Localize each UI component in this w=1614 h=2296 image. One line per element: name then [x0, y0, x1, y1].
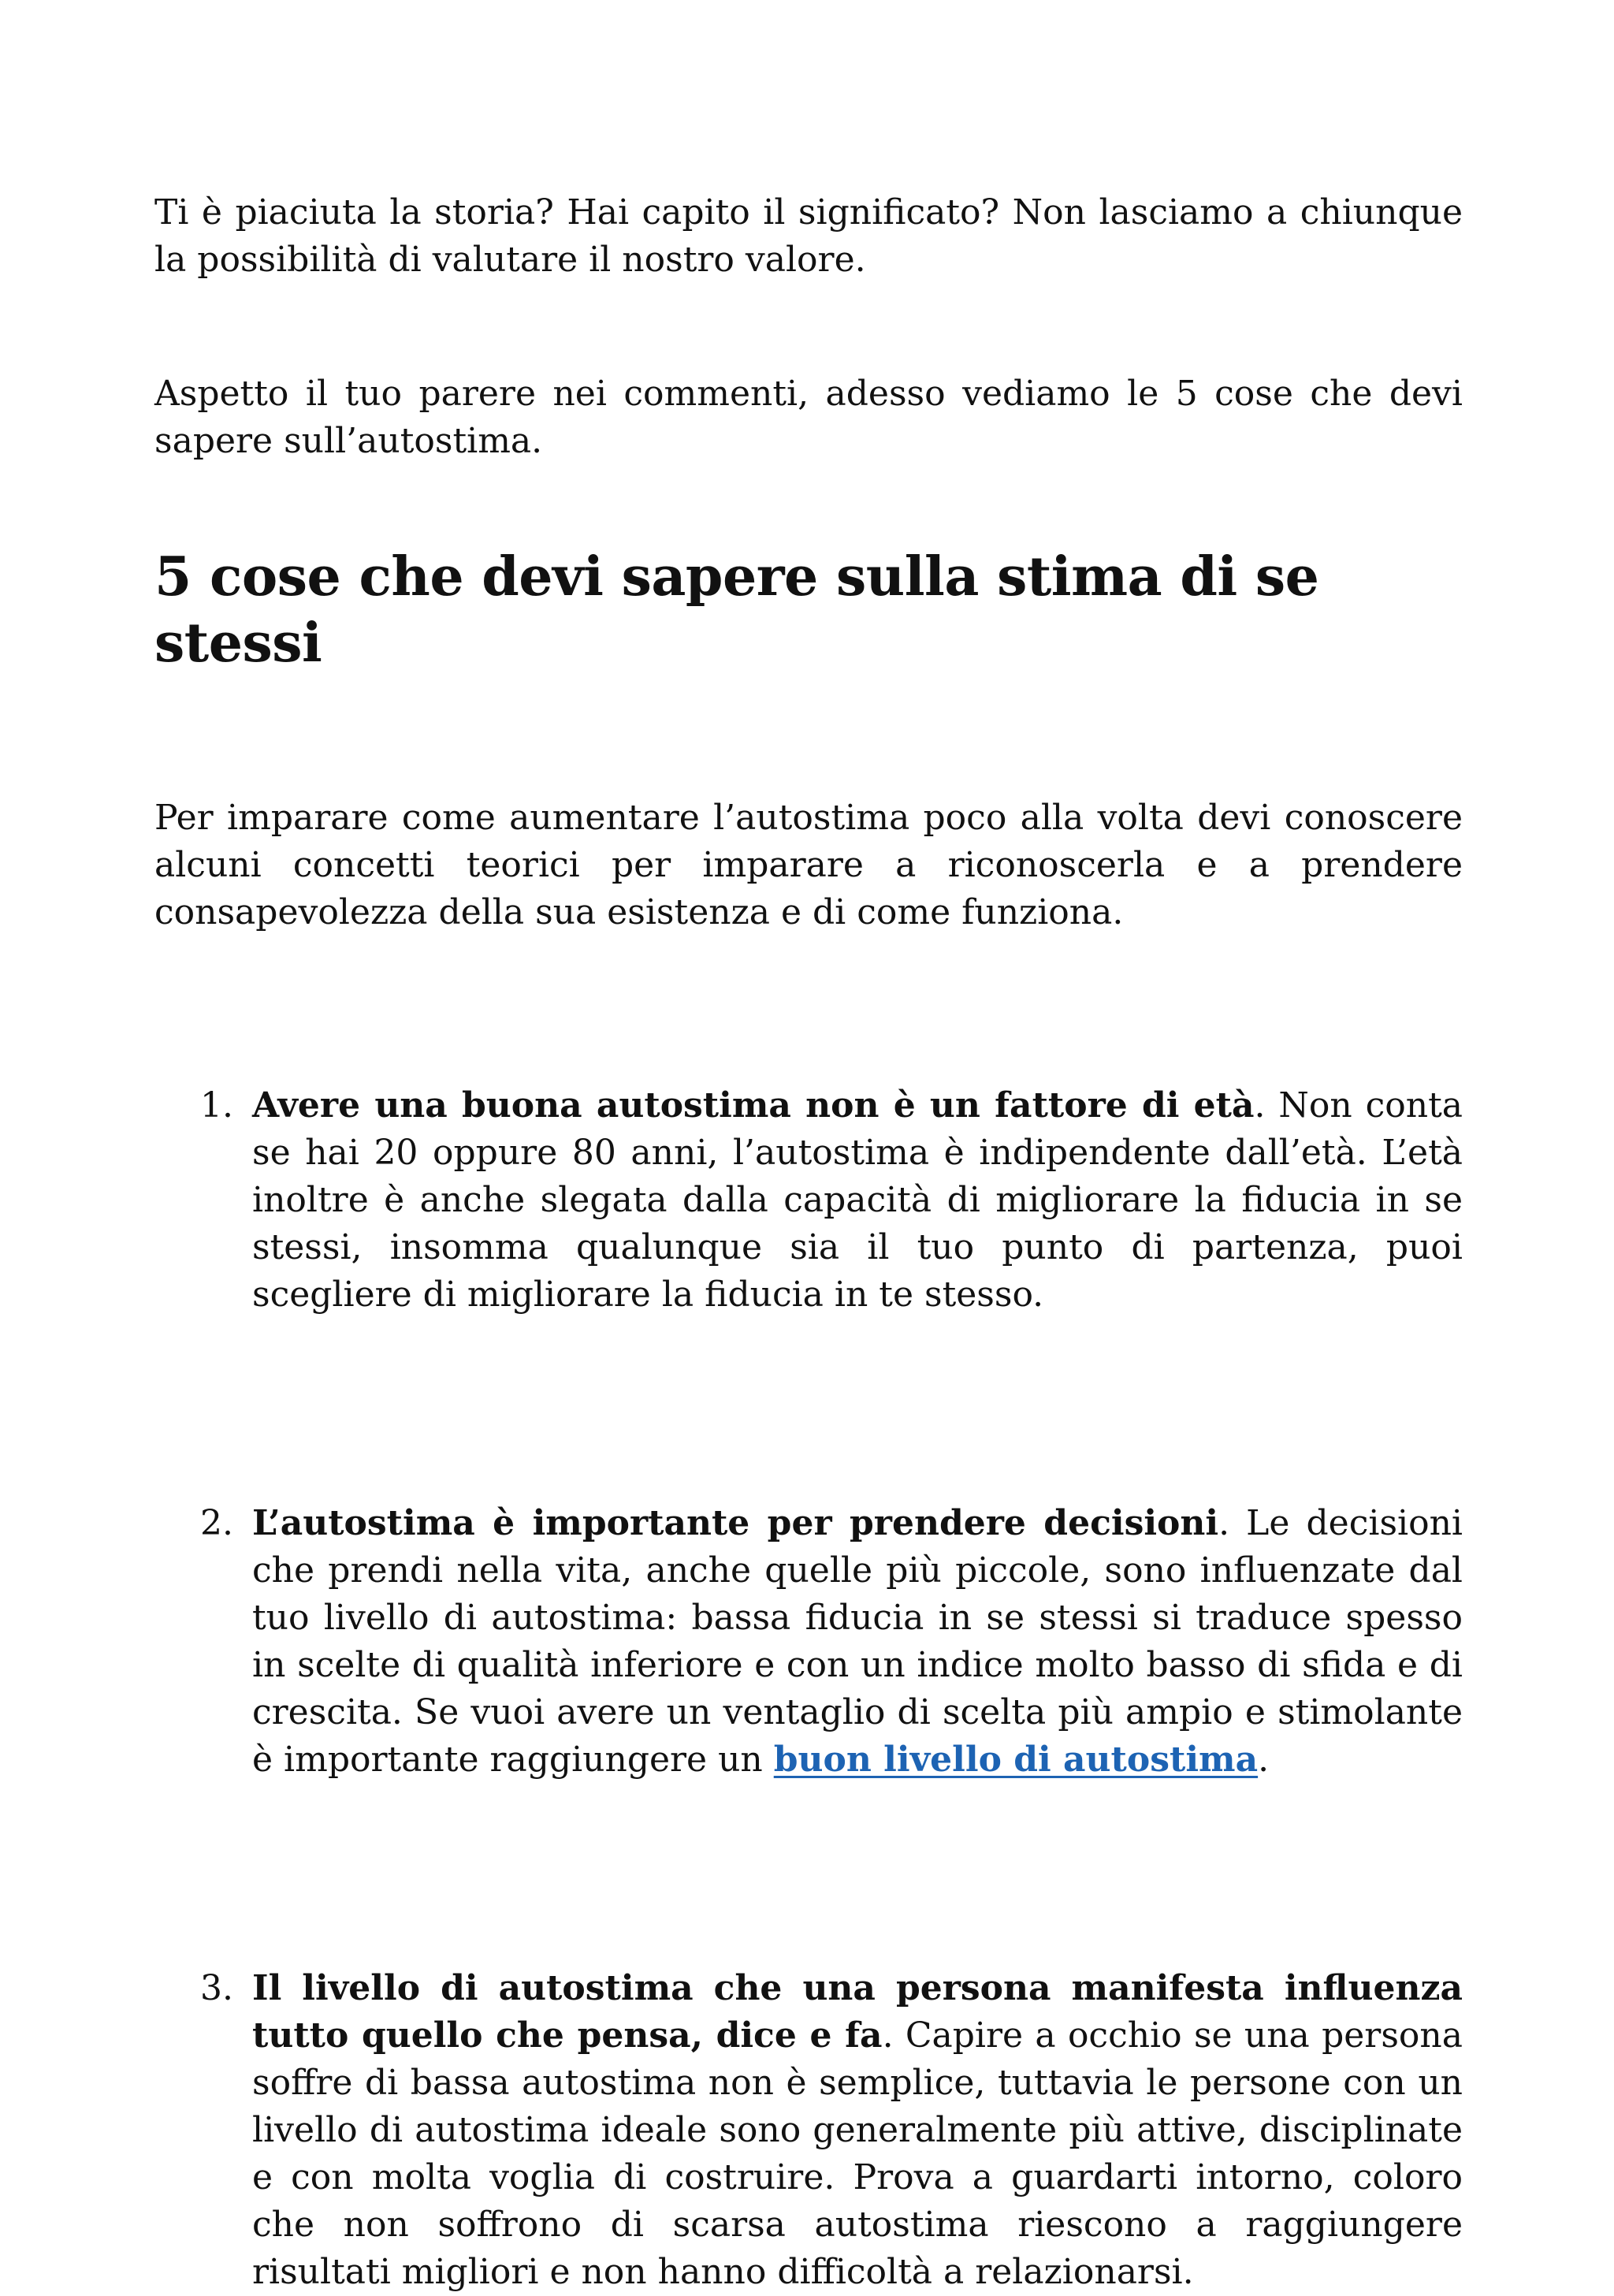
list-item-number: 1.: [200, 1085, 233, 1126]
list-item-text: . Capire a occhio se una persona soffre di bassa autostima non è semplice, tuttavia le persone con un livello di autostima ideale sono generalmente più attive, disciplinate e con molta voglia di costruire. Prova a guardarti intorno, coloro che non soffrono di scarsa autostima riescono a raggiungere risultati migliori e non hanno difficoltà a relazionarsi.: [252, 2015, 1463, 2292]
document-page: [154, 189, 1463, 2296]
list-item-number: 2.: [200, 1503, 233, 1543]
autostima-link[interactable]: buon livello di autostima: [773, 1740, 1259, 1780]
list-item-lead: L’autostima è importante per prendere decisioni: [252, 1503, 1219, 1543]
list-item: [154, 1082, 1463, 1319]
list-item-text: . Non conta se hai 20 oppure 80 anni, l’autostima è indipendente dall’età. L’età inoltre è anche slegata dalla capacità di migliorare la fiducia in se stessi, insomma qualunque sia il tuo punto di partenza, puoi scegliere di migliorare la fiducia in te stesso.: [252, 1085, 1463, 1315]
list-item: [154, 1500, 1463, 1784]
list-item-tail: .: [1258, 1740, 1270, 1780]
intro-paragraph-2: Aspetto il tuo parere nei commenti, adesso vediamo le 5 cose che devi sapere sull’autostima.: [154, 374, 1463, 461]
points-list: [154, 1082, 1463, 2296]
list-item-lead: Avere una buona autostima non è un fattore di età: [252, 1085, 1255, 1126]
list-item-text: . Le decisioni che prendi nella vita, anche quelle più piccole, sono influenzate dal tuo livello di autostima: bassa fiducia in se stessi si traduce spesso in scelte di qualità inferiore e con un indice molto basso di sfida e di crescita. Se vuoi avere un ventaglio di scelta più ampio e stimolante è importante raggiungere un: [252, 1503, 1463, 1780]
section-heading: 5 cose che devi sapere sulla stima di se stessi: [154, 545, 1319, 675]
list-item-lead: Il livello di autostima che una persona manifesta influenza tutto quello che pensa, dice e fa: [252, 1968, 1463, 2056]
section-paragraph: Per imparare come aumentare l’autostima poco alla volta devi conoscere alcuni concetti teorici per imparare a riconoscerla e a prendere consapevolezza della sua esistenza e di come funziona.: [154, 798, 1463, 932]
intro-paragraph-1: Ti è piaciuta la storia? Hai capito il significato? Non lasciamo a chiunque la possibilità di valutare il nostro valore.: [154, 192, 1463, 280]
list-item-number: 3.: [200, 1968, 233, 2008]
list-item: [154, 1965, 1463, 2296]
